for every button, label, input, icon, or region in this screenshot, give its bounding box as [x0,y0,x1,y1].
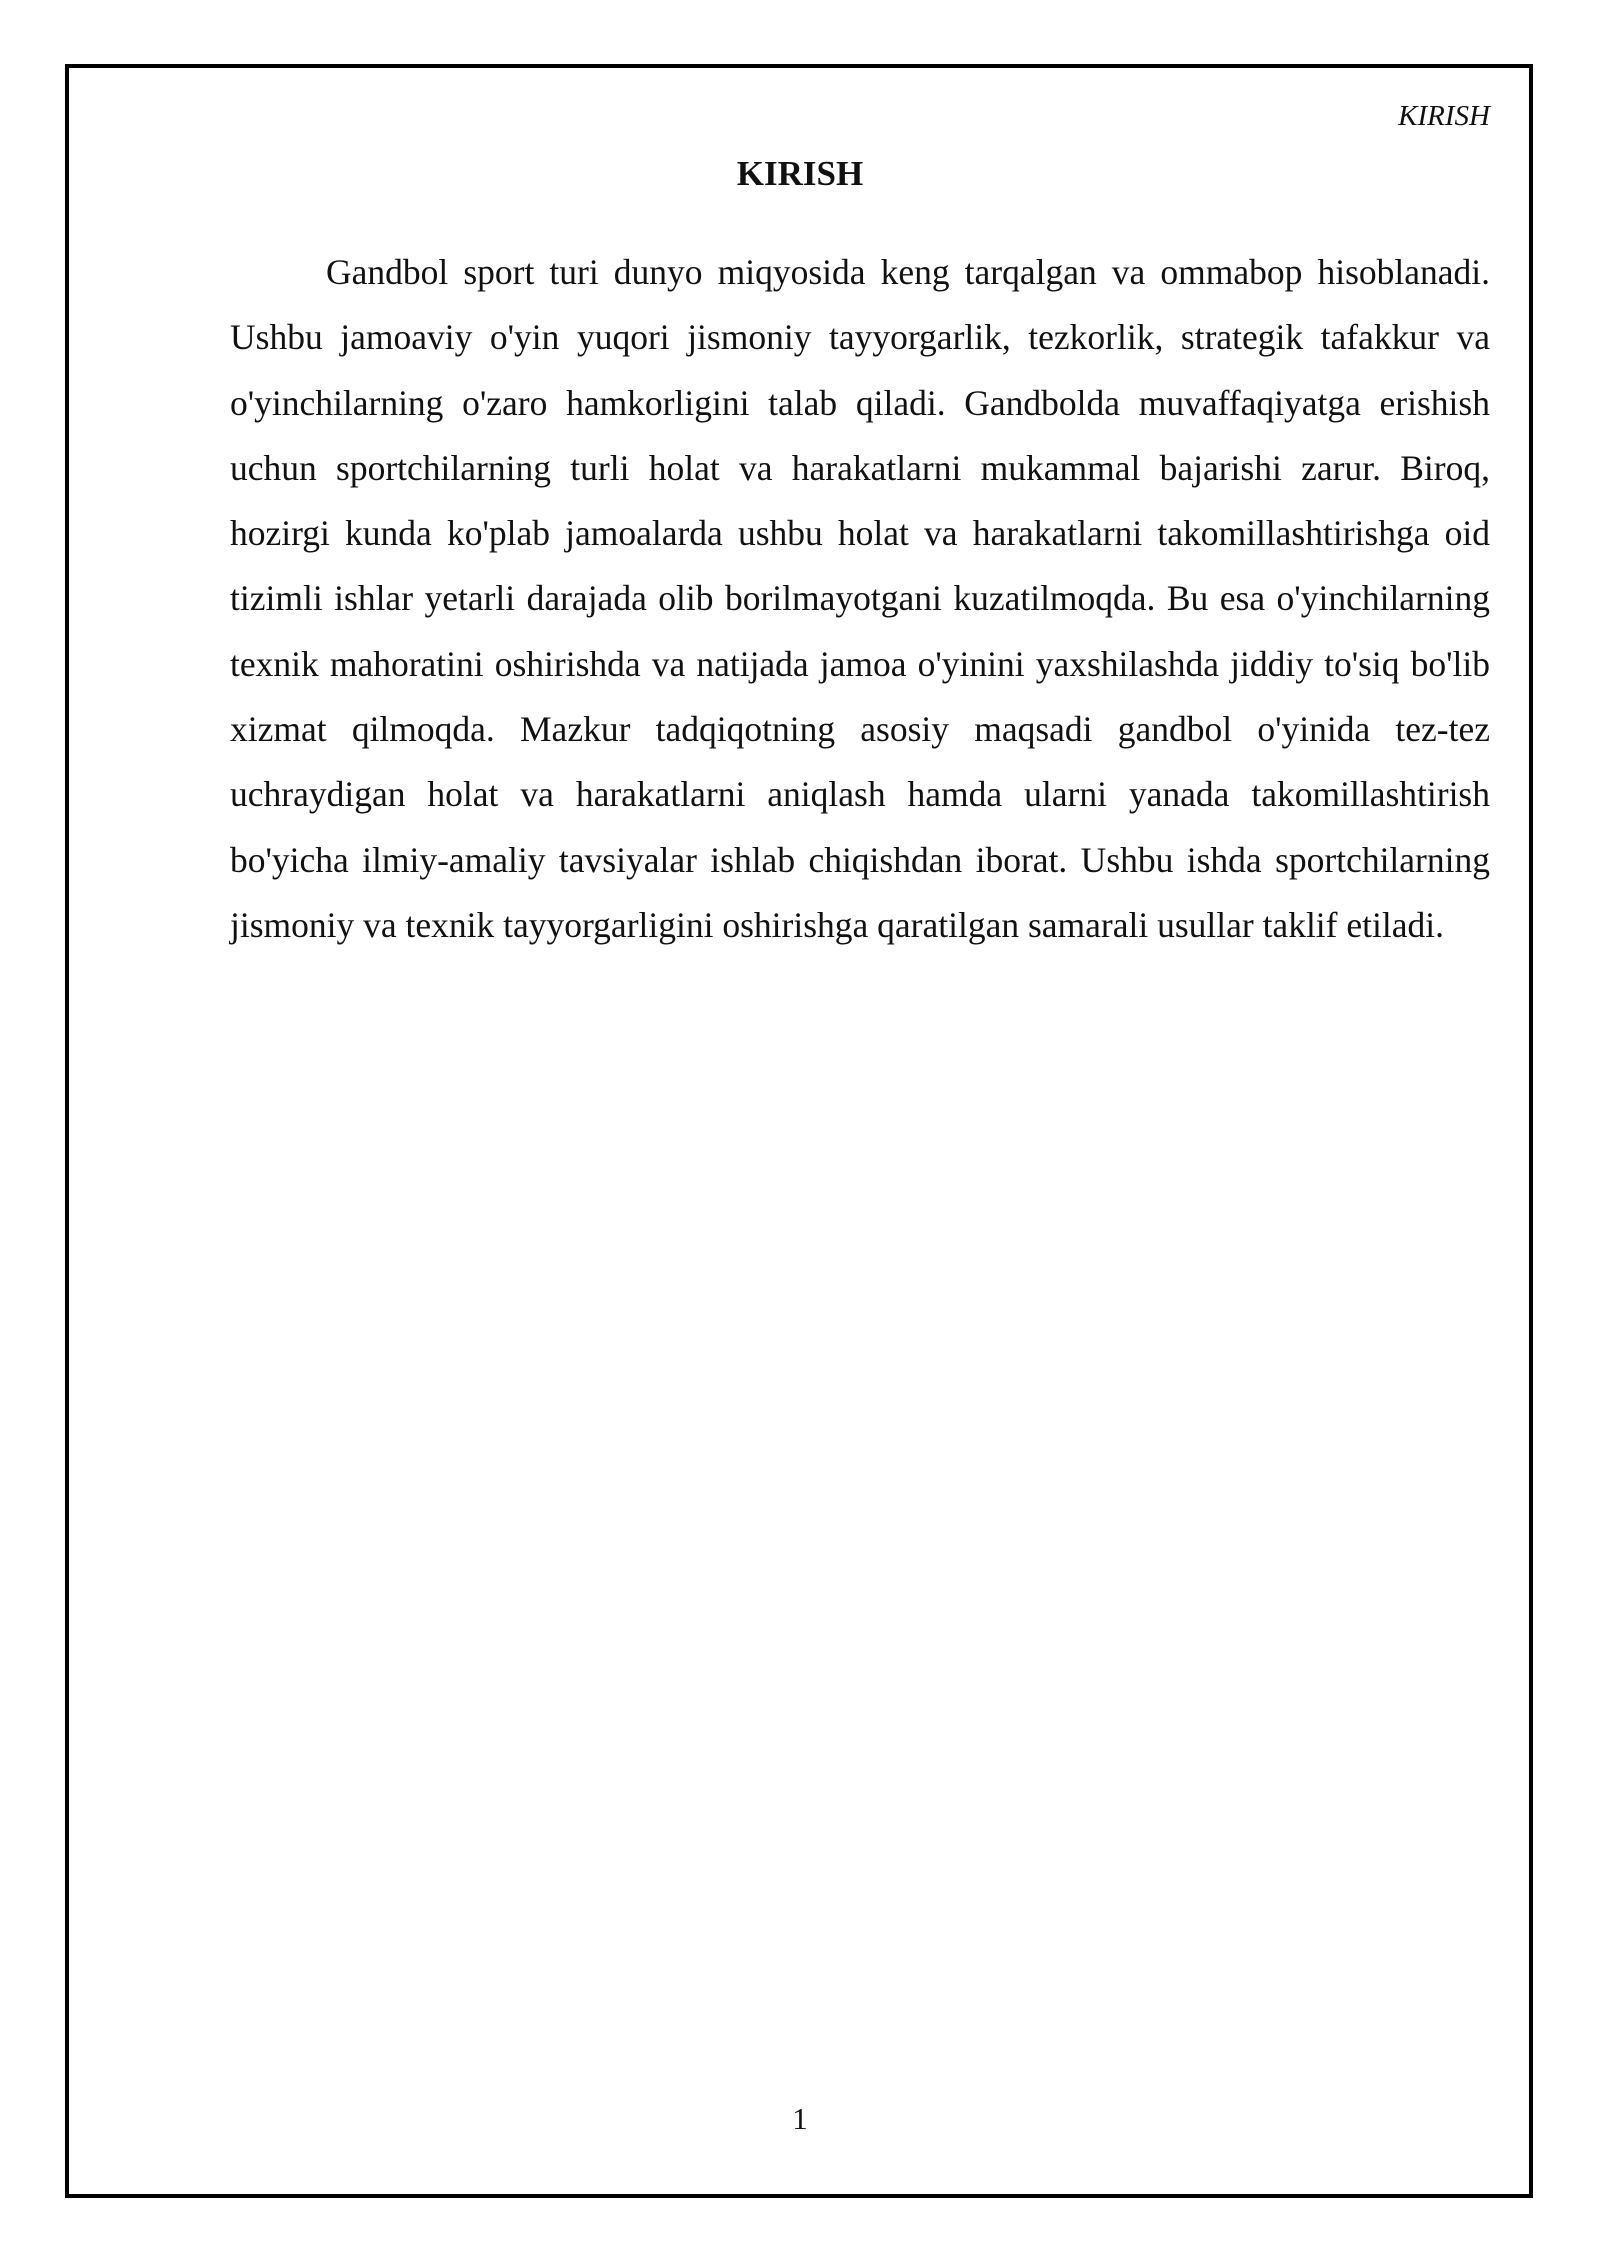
running-header: KIRISH [1398,100,1490,132]
page-title: KIRISH [736,154,864,193]
body-paragraph: Gandbol sport turi dunyo miqyosida keng tarqalgan va ommabop hisoblanadi. Ushbu jamoaviy o'yin yuqori jismoniy tayyorgarlik, tezkorlik, strategik tafakkur va o'yinchilarning o'zaro hamkorligini talab qiladi. Gandbolda muvaffaqiyatga erishish uchun sportchilarning turli holat va harakatlarni mukammal bajarishi zarur. Biroq, hozirgi kunda ko'plab jamoalarda ushbu holat va harakatlarni takomillashtirishga oid tizimli ishlar yetarli darajada olib borilmayotgani kuzatilmoqda. Bu esa o'yinchilarning texnik mahoratini oshirishda va natijada jamoa o'yinini yaxshilashda jiddiy to'siq bo'lib xizmat qilmoqda. Mazkur tadqiqotning asosiy maqsadi gandbol o'yinida tez-tez uchraydigan holat va harakatlarni aniqlash hamda ularni yanada takomillashtirish bo'yicha ilmiy-amaliy tavsiyalar ishlab chiqishdan iborat. Ushbu ishda sportchilarning jismoniy va texnik tayyorgarligini oshirishga qaratilgan samarali usullar taklif etiladi. [230,252,1490,945]
page-number: 1 [792,2101,808,2136]
